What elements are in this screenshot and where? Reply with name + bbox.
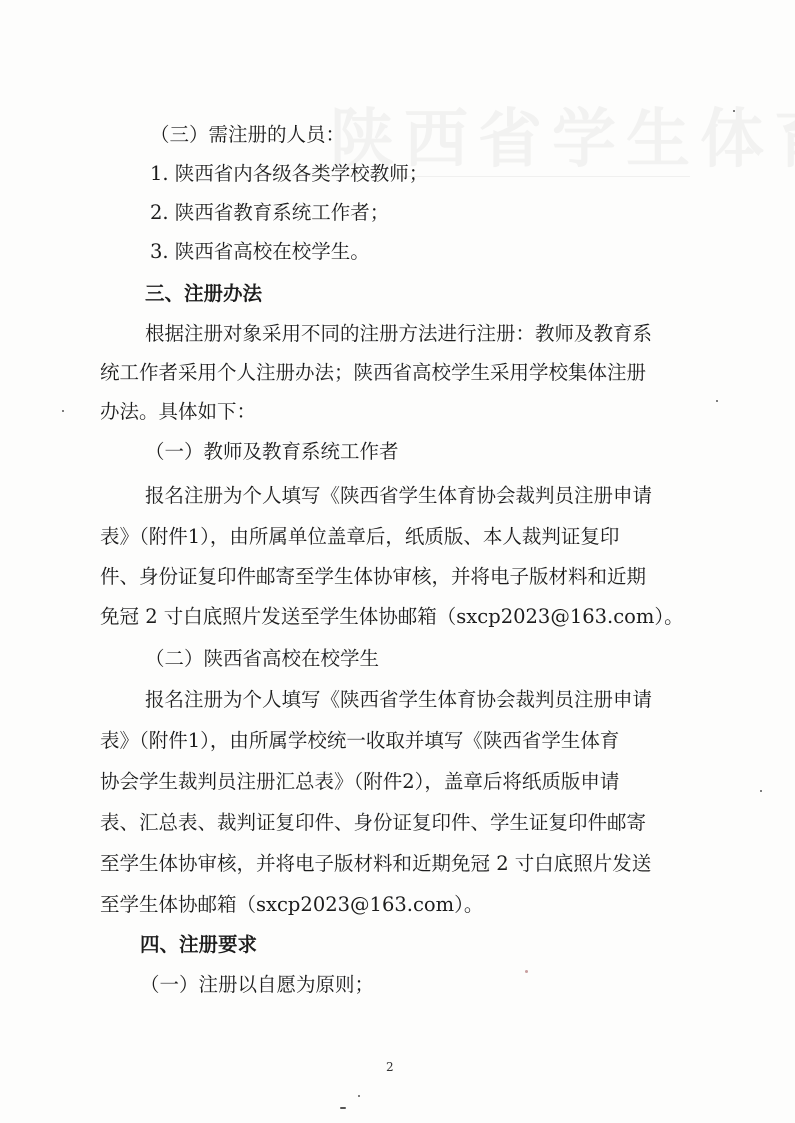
paragraph-line: 表、汇总表、裁判证复印件、身份证复印件、学生证复印件邮寄	[100, 811, 647, 834]
page-number: 2	[386, 1060, 394, 1074]
paragraph-line: 办法。具体如下：	[100, 400, 257, 423]
paragraph-line: 报名注册为个人填写《陕西省学生体育协会裁判员注册申请	[145, 688, 653, 711]
paragraph-line: 根据注册对象采用不同的注册方法进行注册：教师及教育系	[145, 322, 653, 345]
list-item-2: 2. 陕西省教育系统工作者；	[150, 201, 390, 224]
scan-speck	[760, 790, 762, 792]
show-through-shadow	[330, 88, 730, 168]
scan-speck	[525, 970, 528, 973]
paragraph-line: 统工作者采用个人注册办法；陕西省高校学生采用学校集体注册	[100, 361, 647, 384]
paragraph-line: 件、身份证复印件邮寄至学生体协审核，并将电子版材料和近期	[100, 565, 647, 588]
paragraph-line: 至学生体协审核，并将电子版材料和近期免冠 2 寸白底照片发送	[100, 852, 652, 875]
section-4-heading: 四、注册要求	[140, 933, 258, 956]
subsection-3-heading: （三）需注册的人员：	[150, 123, 346, 146]
section-3-heading: 三、注册办法	[145, 282, 263, 305]
subsection-2-heading: （二）陕西省高校在校学生	[145, 647, 380, 670]
scan-speck	[716, 400, 718, 402]
scan-speck	[733, 110, 735, 112]
paragraph-line: 表》（附件1），由所属单位盖章后，纸质版、本人裁判证复印	[100, 525, 620, 548]
subsection-1-heading: （一）教师及教育系统工作者	[145, 440, 399, 463]
scan-speck	[358, 1095, 360, 1097]
paragraph-line: 报名注册为个人填写《陕西省学生体育协会裁判员注册申请	[145, 484, 653, 507]
scan-speck	[62, 410, 64, 412]
list-item-1: 1. 陕西省内各级各类学校教师；	[150, 162, 429, 185]
paragraph-line: 免冠 2 寸白底照片发送至学生体协邮箱（sxcp2023@163.com）。	[100, 605, 684, 628]
paragraph-line: （一）注册以自愿为原则；	[140, 973, 375, 996]
scan-speck	[340, 1107, 346, 1109]
paragraph-line: 至学生体协邮箱（sxcp2023@163.com）。	[100, 893, 484, 916]
paragraph-line: 协会学生裁判员注册汇总表》（附件2），盖章后将纸质版申请	[100, 770, 620, 793]
list-item-3: 3. 陕西省高校在校学生。	[150, 240, 370, 263]
paragraph-line: 表》（附件1），由所属学校统一收取并填写《陕西省学生体育	[100, 729, 620, 752]
